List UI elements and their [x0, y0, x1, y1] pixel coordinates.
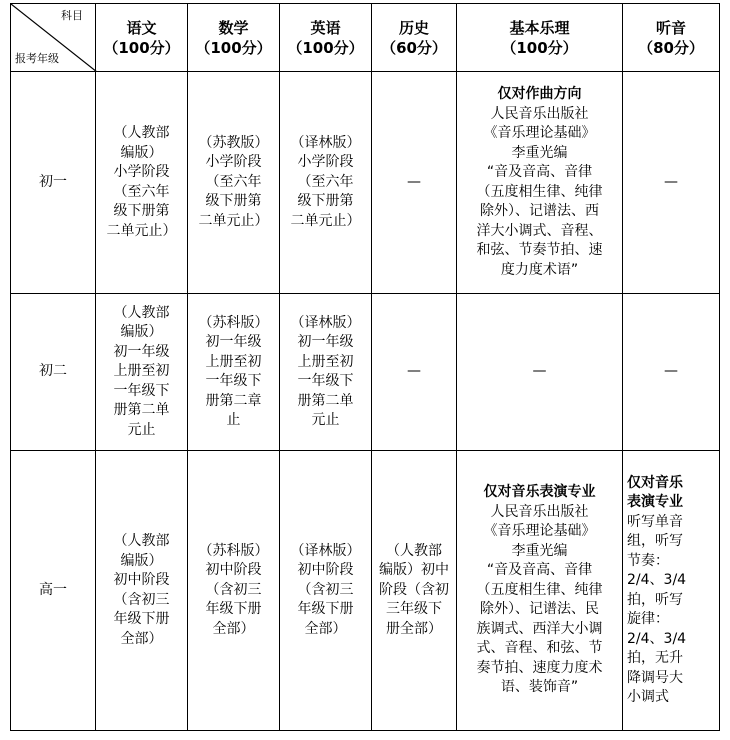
- column-header-english: 英语 （100分）: [280, 4, 372, 72]
- column-header-music-theory: 基本乐理 （100分）: [457, 4, 623, 72]
- cell-history: （人教部 编版）初中 阶段（含初 三年级下 册全部）: [372, 451, 457, 731]
- header-row: [11, 4, 720, 72]
- cell-listening-empty: —: [623, 294, 720, 451]
- cell-math: （苏教版） 小学阶段 （至六年 级下册第 二单元止）: [188, 72, 280, 294]
- cell-english: （译林版） 小学阶段 （至六年 级下册第 二单元止）: [280, 72, 372, 294]
- column-header-chinese: 语文 （100分）: [96, 4, 188, 72]
- cell-history-empty: —: [372, 294, 457, 451]
- cell-english: （译林版） 初一年级 上册至初 一年级下 册第二单 元止: [280, 294, 372, 451]
- corner-subject-label: 科目: [61, 9, 83, 22]
- cell-listening: 仅对音乐 表演专业 听写单音 组，听写 节奏： 2/4、3/4 拍，听写 旋律： 2/4、3/4 拍，无升 降调号大 小调式: [623, 451, 720, 731]
- theory-scope-note: 仅对音乐表演专业: [483, 484, 596, 501]
- cell-chinese: （人教部 编版） 小学阶段 （至六年 级下册第 二单元止）: [96, 72, 188, 294]
- listening-scope-note: 仅对音乐: [627, 474, 683, 491]
- table-row: [11, 72, 720, 294]
- cell-chinese: （人教部 编版） 初中阶段 （含初三 年级下册 全部）: [96, 451, 188, 731]
- cell-chinese: （人教部 编版） 初一年级 上册至初 一年级下 册第二单 元止: [96, 294, 188, 451]
- column-header-listening: 听音 （80分）: [623, 4, 720, 72]
- table-row: [11, 451, 720, 731]
- corner-grade-label: 报考年级: [15, 52, 59, 65]
- row-grade-label: 高一: [11, 451, 96, 731]
- row-grade-label: 初一: [11, 72, 96, 294]
- exam-scope-table: [10, 3, 720, 731]
- cell-math: （苏科版） 初一年级 上册至初 一年级下 册第二章 止: [188, 294, 280, 451]
- cell-music-theory: 仅对作曲方向 人民音乐出版社 《音乐理论基础》 李重光编 “音及音高、音律 （五度相生律、纯律 除外）、记谱法、西 洋大小调式、音程、 和弦、节奏节拍、速 度力度术语”: [457, 72, 623, 294]
- table-row: [11, 294, 720, 451]
- row-grade-label: 初二: [11, 294, 96, 451]
- theory-scope-note: 仅对作曲方向: [497, 86, 582, 102]
- cell-music-theory: 仅对音乐表演专业 人民音乐出版社 《音乐理论基础》 李重光编 “音及音高、音律 （五度相生律、纯律 除外）、记谱法、民 族调式、西洋大小调 式、音程、和弦、节 奏节拍、速度力度术 语、装饰音”: [457, 451, 623, 731]
- cell-math: （苏科版） 初中阶段 （含初三 年级下册 全部）: [188, 451, 280, 731]
- column-header-history: 历史 （60分）: [372, 4, 457, 72]
- cell-music-theory-empty: —: [457, 294, 623, 451]
- cell-history-empty: —: [372, 72, 457, 294]
- header-corner-cell: [11, 4, 96, 72]
- column-header-math: 数学 （100分）: [188, 4, 280, 72]
- cell-english: （译林版） 初中阶段 （含初三 年级下册 全部）: [280, 451, 372, 731]
- cell-listening-empty: —: [623, 72, 720, 294]
